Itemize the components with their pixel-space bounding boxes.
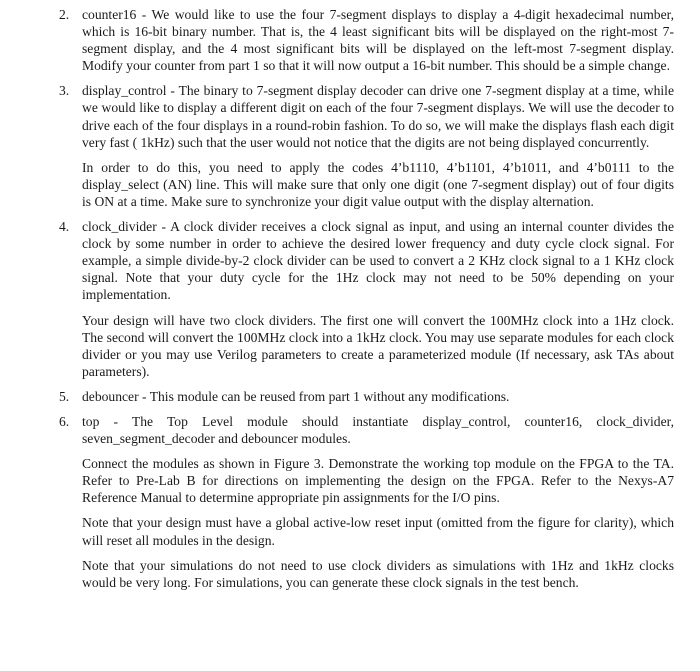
- paragraph: debouncer - This module can be reused from part 1 without any modifications.: [82, 388, 510, 404]
- numbered-list: [0, 6, 674, 591]
- paragraph: Your design will have two clock dividers. The first one will convert the 100MHz clock into a 1Hz clock. The second will convert the 100MHz clock into a 1kHz clock. You may use separate modules for each clock divider or you may use Verilog parameters to create a parameterized module (If necessary, ask TAs about parameters).: [82, 312, 674, 379]
- paragraph: counter16 - We would like to use the four 7-segment displays to display a 4-digit hexadecimal number, which is 16-bit binary number. That is, the 4 least significant bits will be displayed on the right-most 7-segment display, and the 4 most significant bits will be displayed on the left-most 7-segment display. Modify your counter from part 1 so that it will now output a 16-bit number. This should be a simple change.: [82, 7, 674, 74]
- paragraph: Note that your design must have a global active-low reset input (omitted from the figure for clarity), which will reset all modules in the design.: [82, 515, 674, 548]
- paragraph: Connect the modules as shown in Figure 3. Demonstrate the working top module on the FPGA to the TA. Refer to Pre-Lab B for directions on implementing the design on the FPGA. Refer to the Nexys-A7 Reference Manual to determine appropriate pin assignments for the I/O pins.: [82, 456, 674, 506]
- item-number: 6.: [59, 413, 70, 429]
- list-item-6: [0, 413, 674, 591]
- item-number: 5.: [59, 388, 70, 404]
- item-number: 3.: [59, 83, 70, 99]
- paragraph: Note that your simulations do not need to use clock dividers as simulations with 1Hz and 1kHz clocks would be very long. For simulations, you can generate these clock signals in the test bench.: [82, 557, 674, 590]
- paragraph: In order to do this, you need to apply the codes 4’b1110, 4’b1101, 4’b1011, and 4’b0111 to the display_select (AN) line. This will make sure that only one digit (one 7-segment display) out of four digits is ON at a time. Make sure to synchronize your digit value output with the display alternation.: [82, 159, 674, 209]
- paragraph: clock_divider - A clock divider receives a clock signal as input, and using an internal counter divides the clock by some number in order to achieve the desired lower frequency and duty cycle clock signal. For example, a simple divide-by-2 clock divider can be used to convert a 2 KHz clock signal to a 1 KHz clock signal. Note that your duty cycle for the 1Hz clock may not need to be 50% depending on your implementation.: [82, 219, 674, 303]
- list-item-3: [0, 82, 674, 210]
- paragraph: top - The Top Level module should instantiate display_control, counter16, clock_divider, seven_segment_decoder and debouncer modules.: [82, 413, 674, 447]
- item-number: 2.: [59, 7, 70, 22]
- list-item-4: [0, 218, 674, 380]
- item-number: 4.: [59, 219, 70, 235]
- paragraph: display_control - The binary to 7-segment display decoder can drive one 7-segment display at a time, while we would like to display a different digit on each of the four 7-segment displays. We will use the decoder to drive each of the four displays in a round-robin fashion. To do so, we will make the displays flash each digit very fast ( 1kHz) such that the user would not notice that the digits are not being displayed concurrently.: [82, 83, 674, 150]
- list-item-2: [0, 6, 674, 74]
- list-item-5: [0, 388, 674, 405]
